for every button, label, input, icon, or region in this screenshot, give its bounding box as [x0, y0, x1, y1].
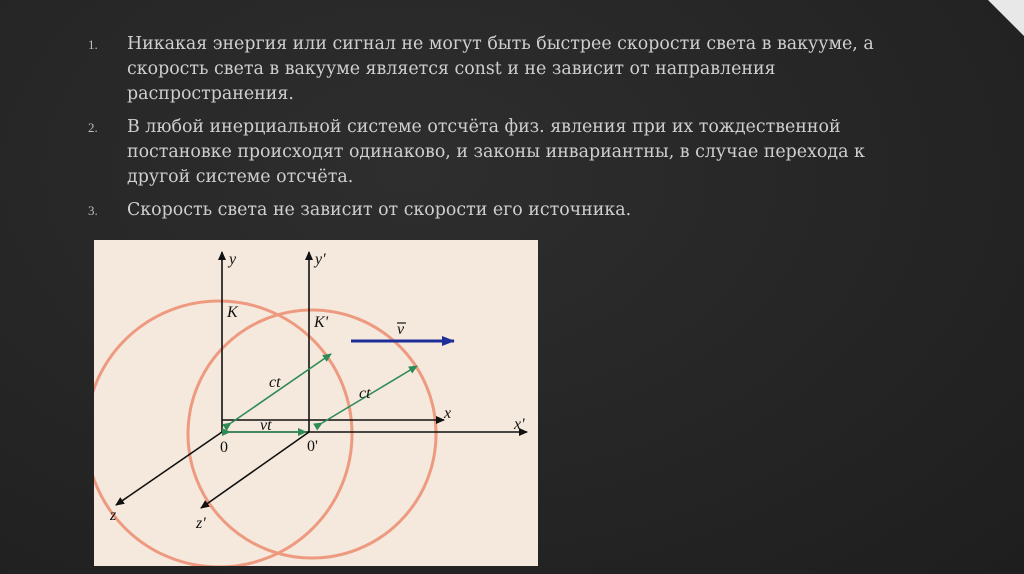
list-item — [88, 32, 918, 107]
ct-label-right: ct — [359, 385, 371, 402]
x-prime-axis-label: x' — [514, 416, 525, 433]
origin-label: 0 — [220, 439, 228, 456]
list-number: 1. — [88, 37, 98, 52]
z-axis — [116, 432, 222, 505]
list-text: В любой инерциальной системе отсчёта физ. явления при их тождественной постановке происходят одинаково, и законы инвариантны, в случае перехода к другой системе отсчёта. — [127, 117, 865, 187]
diagram-svg — [94, 240, 538, 566]
list-text: Скорость света не зависит от скорости его источника. — [127, 200, 632, 220]
z-prime-axis-label: z' — [196, 515, 206, 532]
x-axis-label: x — [444, 405, 452, 422]
list-item — [88, 115, 918, 190]
list-text: Никакая энергия или сигнал не могут быть быстрее скорости света в вакууме, а скорость света в вакууме является const и не зависит от направления распространения. — [127, 34, 874, 104]
y-axis-label: y — [229, 251, 237, 268]
frame-K-label: K — [227, 304, 238, 321]
origin-prime-label: 0' — [307, 438, 318, 455]
light-sphere-K — [94, 301, 352, 566]
vt-label: vt — [260, 417, 272, 434]
reference-frames-diagram — [94, 240, 538, 566]
z-prime-axis — [201, 432, 309, 508]
list-number: 3. — [88, 203, 98, 218]
ct-label-left: ct — [269, 374, 281, 391]
slide-corner-decoration — [988, 0, 1024, 36]
frame-K-prime-label: K' — [314, 314, 329, 331]
list-number: 2. — [88, 120, 98, 135]
bullet-list — [88, 32, 918, 231]
z-axis-label: z — [110, 507, 117, 524]
light-sphere-K-prime — [188, 310, 436, 558]
list-item — [88, 198, 918, 223]
ct-arrow-left — [231, 354, 331, 423]
y-prime-axis-label: y' — [315, 251, 326, 268]
velocity-label: v — [397, 321, 405, 338]
